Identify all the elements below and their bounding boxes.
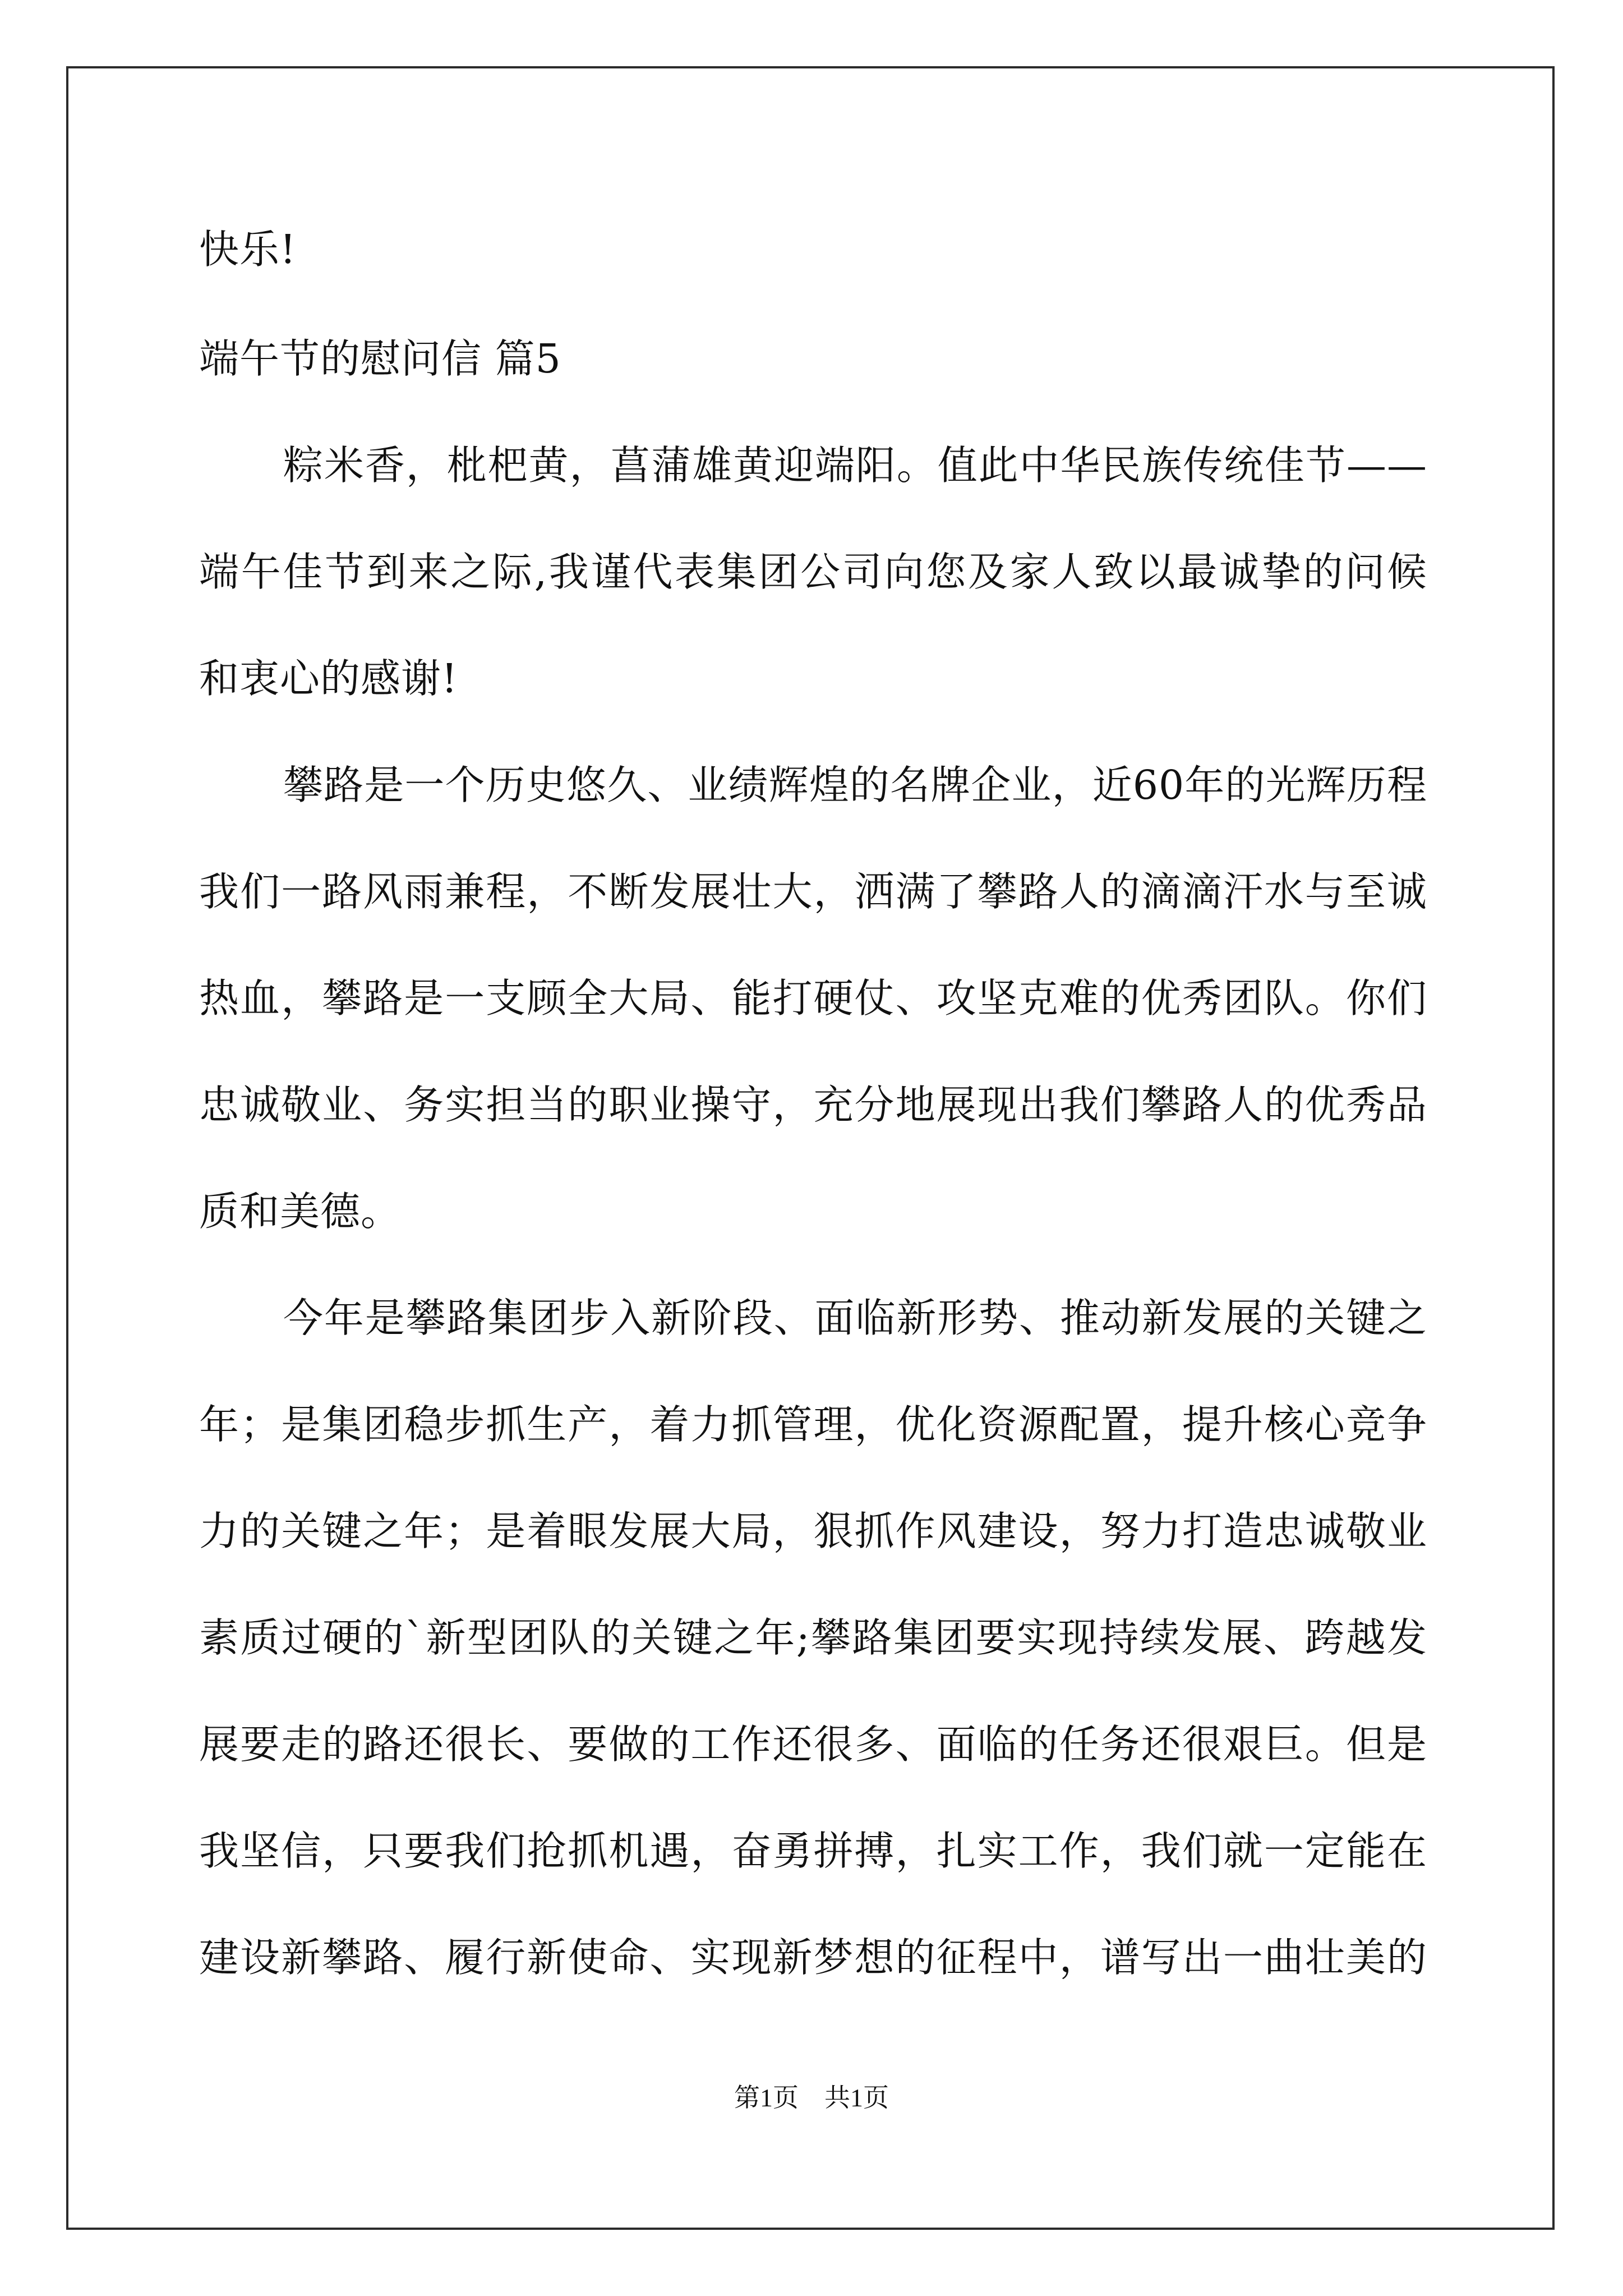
text-line: 热血，攀路是一支顾全大局、能打硬仗、攻坚克难的优秀团队。你们 xyxy=(199,975,1427,1022)
text-line: 快乐! xyxy=(199,226,297,273)
text-line: 忠诚敬业、务实担当的职业操守，充分地展现出我们攀路人的优秀品 xyxy=(199,1082,1427,1128)
text-line: 攀路是一个历史悠久、业绩辉煌的名牌企业，近60年的光辉历程 xyxy=(283,762,1427,808)
text-line: 建设新攀路、履行新使命、实现新梦想的征程中，谱写出一曲壮美的 xyxy=(199,1934,1427,1981)
text-line: 今年是攀路集团步入新阶段、面临新形势、推动新发展的关键之 xyxy=(283,1295,1427,1341)
text-line: 端午佳节到来之际,我谨代表集团公司向您及家人致以最诚挚的问候 xyxy=(199,549,1427,595)
page-number-footer: 第1页 共1页 xyxy=(734,2083,889,2112)
text-line: 粽米香，枇杷黄，菖蒲雄黄迎端阳。值此中华民族传统佳节—— xyxy=(283,442,1427,489)
text-line: 展要走的路还很长、要做的工作还很多、面临的任务还很艰巨。但是 xyxy=(199,1721,1427,1768)
text-line: 素质过硬的`新型团队的关键之年;攀路集团要实现持续发展、跨越发 xyxy=(199,1614,1427,1661)
text-line: 力的关键之年；是着眼发展大局，狠抓作风建设，努力打造忠诚敬业 xyxy=(199,1508,1427,1554)
text-line: 和衷心的感谢! xyxy=(199,655,458,702)
text-line: 我坚信，只要我们抢抓机遇，奋勇拼搏，扎实工作，我们就一定能在 xyxy=(199,1828,1427,1874)
text-line: 质和美德。 xyxy=(199,1188,402,1235)
text-line: 我们一路风雨兼程，不断发展壮大，洒满了攀路人的滴滴汗水与至诚 xyxy=(199,868,1427,915)
page-border xyxy=(66,66,1555,2230)
section-heading: 端午节的慰问信 篇5 xyxy=(199,335,561,382)
text-line: 年；是集团稳步抓生产，着力抓管理，优化资源配置，提升核心竞争 xyxy=(199,1401,1427,1448)
